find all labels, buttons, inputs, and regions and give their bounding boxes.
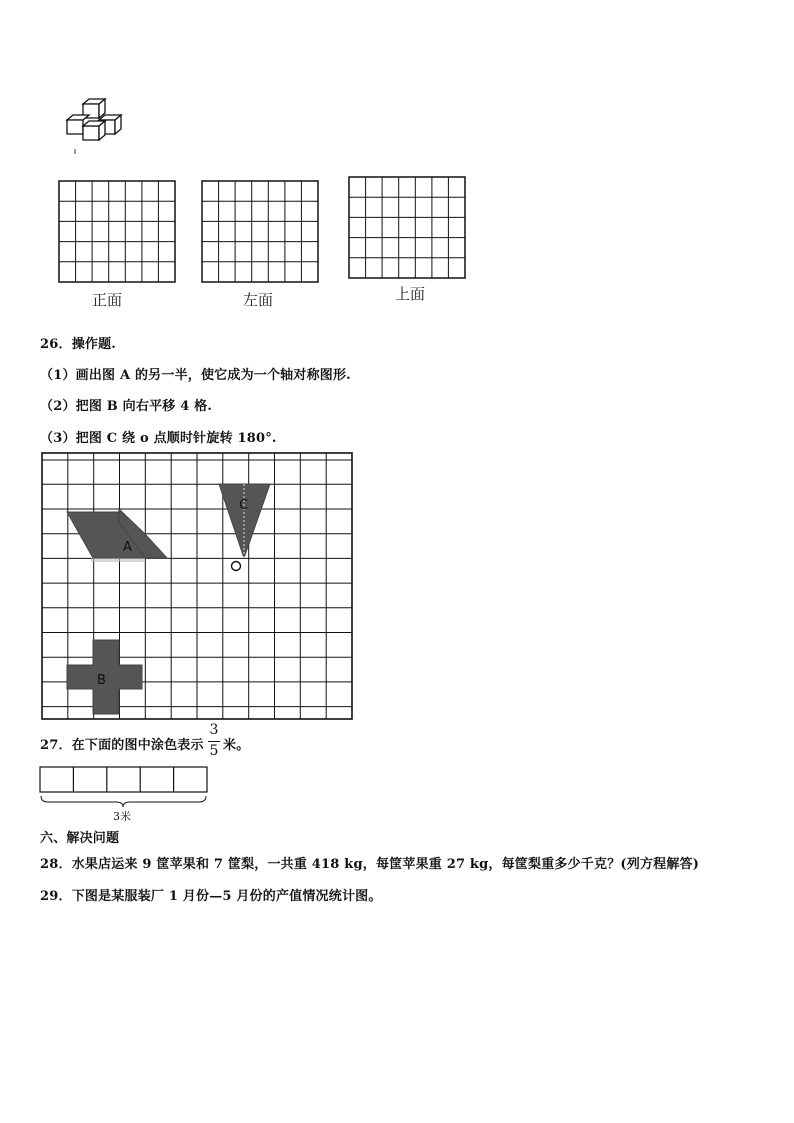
left-view-label: 左面 (243, 291, 274, 309)
fraction-numerator: 3 (209, 722, 219, 738)
left-view-grid[interactable] (201, 180, 319, 283)
section-6-title: 六、解决问题 (40, 831, 120, 846)
q27-text-after: 米。 (223, 738, 250, 753)
fraction-denominator: 5 (209, 743, 219, 759)
q28-text: 28．水果店运来 9 筐苹果和 7 筐梨，一共重 418 kg，每筐苹果重 27 kg，每筐梨重多少千克？(列方程解答) (40, 857, 700, 872)
shape-a-label: A (123, 540, 132, 555)
strip-length-label: 3米 (113, 810, 131, 823)
top-view-grid[interactable] (348, 176, 466, 279)
front-view-label: 正面 (92, 291, 123, 309)
q26-part1: （1）画出图 A 的另一半，使它成为一个轴对称图形. (40, 368, 351, 383)
q26-part3: （3）把图 C 绕 o 点顺时针旋转 180°. (40, 431, 277, 446)
fraction-bar (208, 741, 220, 742)
rotation-point-o (232, 562, 241, 571)
top-view-label: 上面 (395, 285, 426, 303)
q27-text-before: 27．在下面的图中涂色表示 (40, 738, 204, 753)
transform-grid[interactable] (41, 452, 353, 720)
q26-part2: （2）把图 B 向右平移 4 格. (40, 399, 213, 414)
q26-title: 26．操作题. (40, 337, 117, 352)
cube-stack-figure (55, 96, 135, 158)
front-view-grid[interactable] (58, 180, 176, 283)
shape-c-label: C (239, 498, 249, 513)
shape-b-label: B (97, 673, 106, 688)
q29-text: 29．下图是某服装厂 1 月份—5 月份的产值情况统计图。 (40, 889, 382, 904)
